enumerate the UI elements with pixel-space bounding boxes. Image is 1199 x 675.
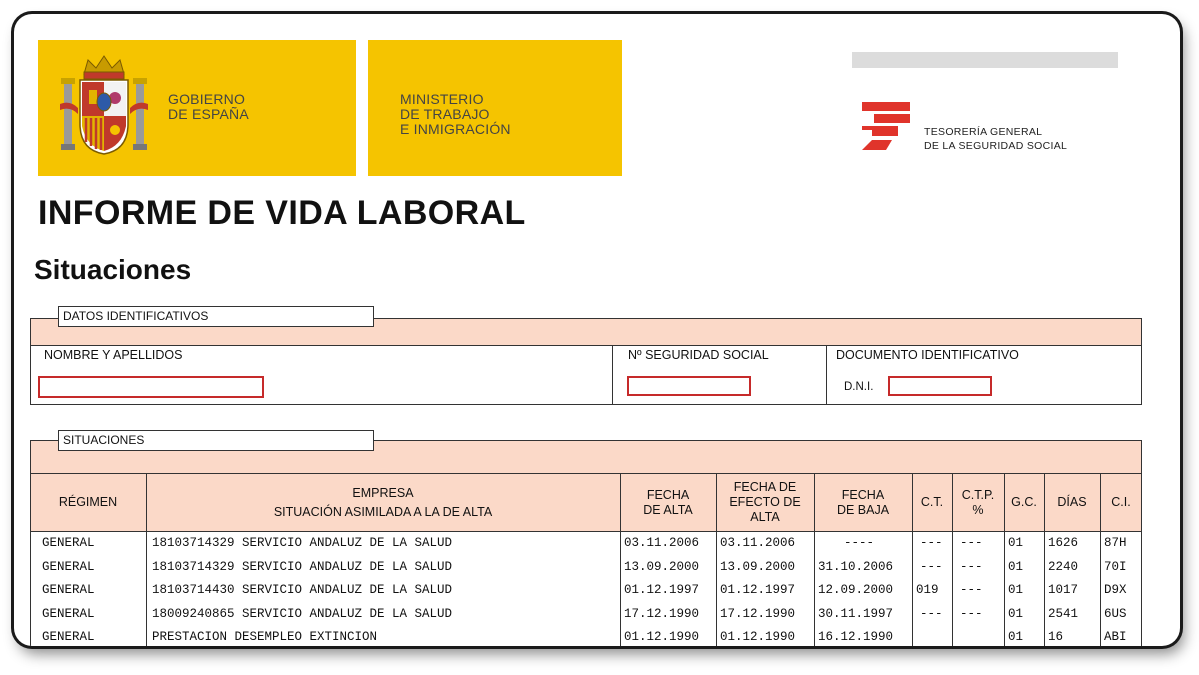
column-header-line: SITUACIÓN ASIMILADA A LA DE ALTA <box>273 504 493 519</box>
column-header-line: DÍAS <box>1057 495 1087 509</box>
ministerio-line-2: DE TRABAJO <box>400 106 490 122</box>
cell-dias: 1626 <box>1048 536 1079 550</box>
cell-regimen: GENERAL <box>42 559 95 574</box>
ministerio-text <box>400 92 511 137</box>
cell-empresa: 18009240865 SERVICIO ANDALUZ DE LA SALUD <box>152 606 453 621</box>
nss-field[interactable] <box>627 376 751 396</box>
section-subtitle: Situaciones <box>34 254 192 285</box>
doc-label: DOCUMENTO IDENTIFICATIVO <box>836 348 1019 362</box>
cell-ctp: --- <box>960 606 983 621</box>
cell-ctp: --- <box>960 536 983 550</box>
cell-ct: --- <box>920 606 943 621</box>
column-header-regimen <box>30 473 146 532</box>
cell-gc: 01 <box>1008 630 1024 644</box>
column-header-ctp <box>952 473 1004 532</box>
cell-fecha-efecto: 01.12.1990 <box>720 630 796 644</box>
name-field[interactable] <box>38 376 264 398</box>
cell-regimen: GENERAL <box>42 536 95 550</box>
cell-ctp: --- <box>960 559 983 574</box>
ministerio-logo-block <box>368 40 622 176</box>
cell-gc: 01 <box>1008 583 1024 597</box>
column-header-line: DE BAJA <box>836 502 890 517</box>
cell-ci: 70I <box>1104 559 1127 574</box>
column-header-ct <box>912 473 952 532</box>
dni-field[interactable] <box>888 376 992 396</box>
datos-section-label: DATOS IDENTIFICATIVOS <box>58 306 374 327</box>
column-header-ci <box>1100 473 1142 532</box>
header-gray-bar <box>852 52 1118 68</box>
column-header-line: FECHA <box>841 487 885 502</box>
document-page <box>14 14 1180 646</box>
cell-ci: 87H <box>1104 536 1127 550</box>
cell-ct: --- <box>920 536 943 550</box>
cell-regimen: GENERAL <box>42 630 95 644</box>
cell-fecha-alta: 17.12.1990 <box>624 606 700 621</box>
cell-fecha-efecto: 03.11.2006 <box>720 536 796 550</box>
ministerio-line-1: MINISTERIO <box>400 91 484 107</box>
column-header-empresa <box>146 473 620 532</box>
cell-dias: 16 <box>1048 630 1064 644</box>
gobierno-line-1: GOBIERNO <box>168 91 246 107</box>
cell-fecha-baja: 31.10.2006 <box>818 559 894 574</box>
cell-empresa: 18103714430 SERVICIO ANDALUZ DE LA SALUD <box>152 583 453 597</box>
cell-fecha-baja: 30.11.1997 <box>818 606 894 621</box>
column-header-line: C.T.P. <box>961 487 995 502</box>
column-header-fecha-baja <box>814 473 912 532</box>
ministerio-line-3: E INMIGRACIÓN <box>400 121 511 137</box>
column-header-fecha-efecto <box>716 473 814 532</box>
gobierno-line-2: DE ESPAÑA <box>168 106 249 122</box>
cell-dias: 1017 <box>1048 583 1079 597</box>
cell-dias: 2541 <box>1048 606 1079 621</box>
gobierno-text <box>168 92 249 122</box>
cell-fecha-efecto: 01.12.1997 <box>720 583 796 597</box>
cell-fecha-efecto: 17.12.1990 <box>720 606 796 621</box>
cell-ctp: --- <box>960 583 983 597</box>
cell-gc: 01 <box>1008 559 1024 574</box>
column-header-line: ALTA <box>750 510 780 524</box>
situaciones-section-label: SITUACIONES <box>58 430 374 451</box>
tgss-line-1: TESORERÍA GENERAL <box>924 126 1043 138</box>
cell-fecha-alta: 03.11.2006 <box>624 536 700 550</box>
column-header-line: C.T. <box>920 495 944 509</box>
cell-empresa: 18103714329 SERVICIO ANDALUZ DE LA SALUD <box>152 536 453 550</box>
tgss-text <box>924 125 1067 153</box>
cell-dias: 2240 <box>1048 559 1079 574</box>
cell-regimen: GENERAL <box>42 583 95 597</box>
column-header-line: EMPRESA <box>352 485 414 500</box>
column-header-line: DE ALTA <box>643 502 693 517</box>
cell-ct: 019 <box>916 583 939 597</box>
cell-ci: D9X <box>1104 583 1127 597</box>
cell-ci: ABI <box>1104 630 1127 644</box>
column-header-fecha-alta <box>620 473 716 532</box>
column-header-line: C.I. <box>1111 495 1131 509</box>
cell-fecha-efecto: 13.09.2000 <box>720 559 796 574</box>
cell-fecha-alta: 01.12.1997 <box>624 583 700 597</box>
dni-label: D.N.I. <box>844 381 874 393</box>
datos-divider-2 <box>826 345 827 405</box>
column-header-line: FECHA DE <box>733 480 797 494</box>
cell-fecha-alta: 13.09.2000 <box>624 559 700 574</box>
gobierno-logo-block <box>38 40 356 176</box>
cell-empresa: 18103714329 SERVICIO ANDALUZ DE LA SALUD <box>152 559 453 574</box>
column-header-gc <box>1004 473 1044 532</box>
datos-divider-1 <box>612 345 613 405</box>
cell-ct: --- <box>920 559 943 574</box>
cell-regimen: GENERAL <box>42 606 95 621</box>
tgss-logo-icon <box>858 100 914 156</box>
cell-fecha-baja: 12.09.2000 <box>818 583 894 597</box>
cell-gc: 01 <box>1008 606 1024 621</box>
cell-empresa: PRESTACION DESEMPLEO EXTINCION <box>152 630 378 644</box>
cell-fecha-baja: ---- <box>844 536 875 550</box>
tgss-line-2: DE LA SEGURIDAD SOCIAL <box>924 140 1068 152</box>
nss-label: Nº SEGURIDAD SOCIAL <box>628 348 769 362</box>
name-label: NOMBRE Y APELLIDOS <box>44 348 183 362</box>
cell-fecha-baja: 16.12.1990 <box>818 630 894 644</box>
cell-gc: 01 <box>1008 536 1024 550</box>
cell-ci: 6US <box>1104 606 1127 621</box>
column-header-dias <box>1044 473 1100 532</box>
column-header-line: RÉGIMEN <box>58 495 118 509</box>
column-header-line: % <box>972 502 984 517</box>
column-header-line: FECHA <box>646 487 690 502</box>
column-header-line: EFECTO DE <box>729 495 801 509</box>
document-title: INFORME DE VIDA LABORAL <box>38 194 526 232</box>
cell-fecha-alta: 01.12.1990 <box>624 630 700 644</box>
coat-of-arms-icon <box>58 54 150 160</box>
column-header-line: G.C. <box>1011 495 1037 509</box>
